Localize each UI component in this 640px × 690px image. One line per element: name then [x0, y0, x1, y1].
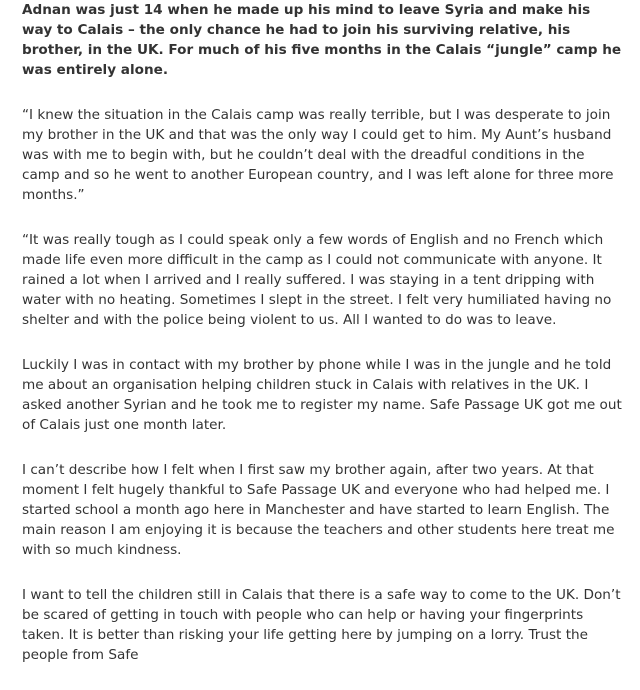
article-body: [22, 0, 622, 690]
article-paragraph: Luckily I was in contact with my brother by phone while I was in the jungle and he told me about an organisation helping children stuck in Calais with relatives in the UK. I asked another Syrian and he took me to register my name. Safe Passage UK got me out of Calais just one month later.: [22, 357, 622, 433]
article-paragraph: I can’t describe how I felt when I first saw my brother again, after two years. At that moment I felt hugely thankful to Safe Passage UK and everyone who had helped me. I started school a month ago here in Manchester and have started to learn English. The main reason I am enjoying it is because the teachers and other students here treat me with so much kindness.: [22, 462, 615, 558]
article-paragraph: I want to tell the children still in Calais that there is a safe way to come to the UK. Don’t be scared of getting in touch with people who can help or having your fingerprints taken. It is better than risking your life getting here by jumping on a lorry. Trust the people from Safe: [22, 587, 621, 663]
article-paragraph: “I knew the situation in the Calais camp was really terrible, but I was desperate to join my brother in the UK and that was the only way I could get to him. My Aunt’s husband was with me to begin with, but he couldn’t deal with the dreadful conditions in the camp and so he went to another European country, and I was left alone for three more months.”: [22, 107, 614, 203]
article-lead-paragraph: Adnan was just 14 when he made up his mind to leave Syria and make his way to Calais – the only chance he had to join his surviving relative, his brother, in the UK. For much of his five months in the Calais “jungle” camp he was entirely alone.: [22, 2, 622, 78]
article-paragraph: “It was really tough as I could speak only a few words of English and no French which made life even more difficult in the camp as I could not communicate with anyone. It rained a lot when I arrived and I really suffered. I was staying in a tent dripping with water with no heating. Sometimes I slept in the street. I felt very humiliated having no shelter and with the police being violent to us. All I wanted to do was to leave.: [22, 232, 612, 328]
